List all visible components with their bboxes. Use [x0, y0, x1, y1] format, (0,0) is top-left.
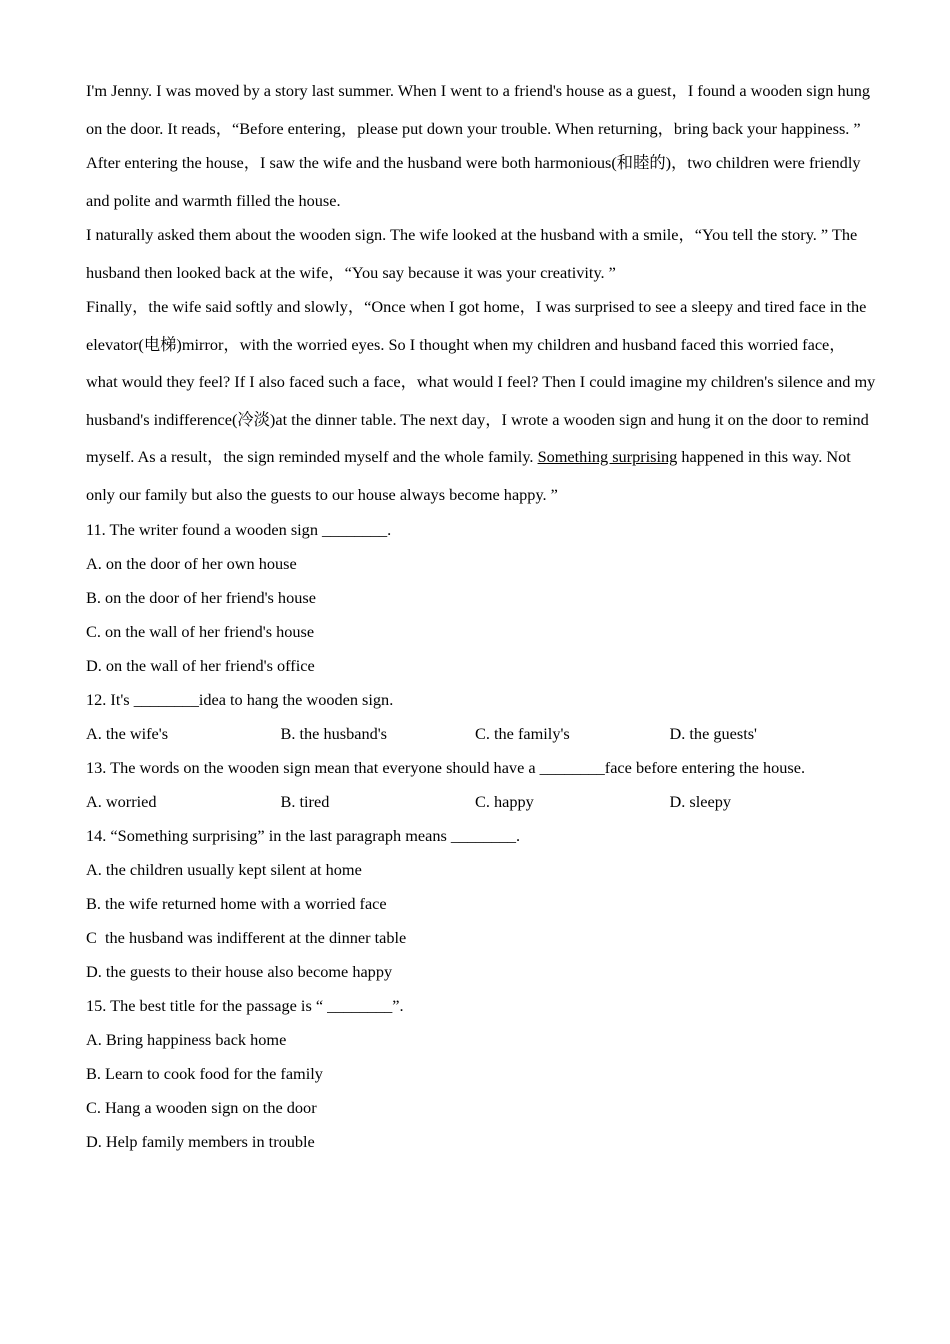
option-a: A. on the door of her own house — [86, 554, 297, 573]
question-15 — [86, 989, 876, 1159]
question-12 — [86, 683, 876, 751]
option-b: B. tired — [280, 792, 330, 811]
question-stem: 11. The writer found a wooden sign ________. — [86, 520, 392, 539]
question-13 — [86, 751, 876, 819]
option-d: D. on the wall of her friend's office — [86, 656, 315, 675]
option-c: C the husband was indifferent at the dinner table — [86, 928, 407, 947]
options-row — [86, 717, 876, 751]
passage-paragraph-3: I naturally asked them about the wooden sign. The wife looked at the husband with a smile，“You tell the story. ” The husband then looked back at the wife，“You say because it was your creativity. ” — [86, 225, 858, 282]
option-c: C. Hang a wooden sign on the door — [86, 1098, 317, 1117]
question-stem: 12. It's ________idea to hang the wooden sign. — [86, 690, 394, 709]
option-c: C. happy — [475, 792, 534, 811]
passage-paragraph-4 — [86, 288, 876, 513]
options-row — [86, 785, 876, 819]
option-d: D. the guests' — [669, 724, 757, 743]
option-d: D. Help family members in trouble — [86, 1132, 315, 1151]
underlined-phrase: Something surprising — [537, 447, 678, 466]
option-c: C. the family's — [475, 724, 570, 743]
option-b: B. Learn to cook food for the family — [86, 1064, 323, 1083]
question-stem: 13. The words on the wooden sign mean that everyone should have a ________face before entering the house. — [86, 758, 806, 777]
question-stem: 15. The best title for the passage is “ ________”. — [86, 996, 404, 1015]
option-a: A. the children usually kept silent at home — [86, 860, 362, 879]
question-stem: 14. “Something surprising” in the last paragraph means ________. — [86, 826, 521, 845]
paragraph-4-text-before: Finally，the wife said softly and slowly，“Once when I got home，I was surprised to see a sleepy and tired face in the elevator(电梯)mirror，with the worried eyes. So I thought when my children and husband faced this worried face，what would they feel? If I also faced such a face，what would I feel? Then I could imagine my children's silence and my husband's indifference(冷淡)at the dinner table. The next day，I wrote a wooden sign and hung it on the door to remind myself. As a result，the sign reminded myself and the whole family. — [86, 297, 876, 466]
paragraph-4-text-after: happened in this way. Not only our family but also the guests to our house always become happy. ” — [86, 447, 851, 504]
option-b: B. the husband's — [280, 724, 387, 743]
option-a: A. Bring happiness back home — [86, 1030, 287, 1049]
option-b: B. on the door of her friend's house — [86, 588, 316, 607]
option-a: A. worried — [86, 792, 157, 811]
passage-paragraph-1: I'm Jenny. I was moved by a story last summer. When I went to a friend's house as a guest，I found a wooden sign hung on the door. It reads，“Before entering，please put down your trouble. When returning，bring back your happiness. ” — [86, 81, 871, 138]
option-b: B. the wife returned home with a worried face — [86, 894, 387, 913]
question-14 — [86, 819, 876, 989]
option-a: A. the wife's — [86, 724, 169, 743]
option-d: D. sleepy — [669, 792, 731, 811]
question-11 — [86, 513, 876, 683]
option-d: D. the guests to their house also become happy — [86, 962, 393, 981]
passage-paragraph-2: After entering the house，I saw the wife and the husband were both harmonious(和睦的)，two children were friendly and polite and warmth filled the house. — [86, 153, 861, 210]
document-page — [86, 72, 876, 1159]
option-c: C. on the wall of her friend's house — [86, 622, 315, 641]
